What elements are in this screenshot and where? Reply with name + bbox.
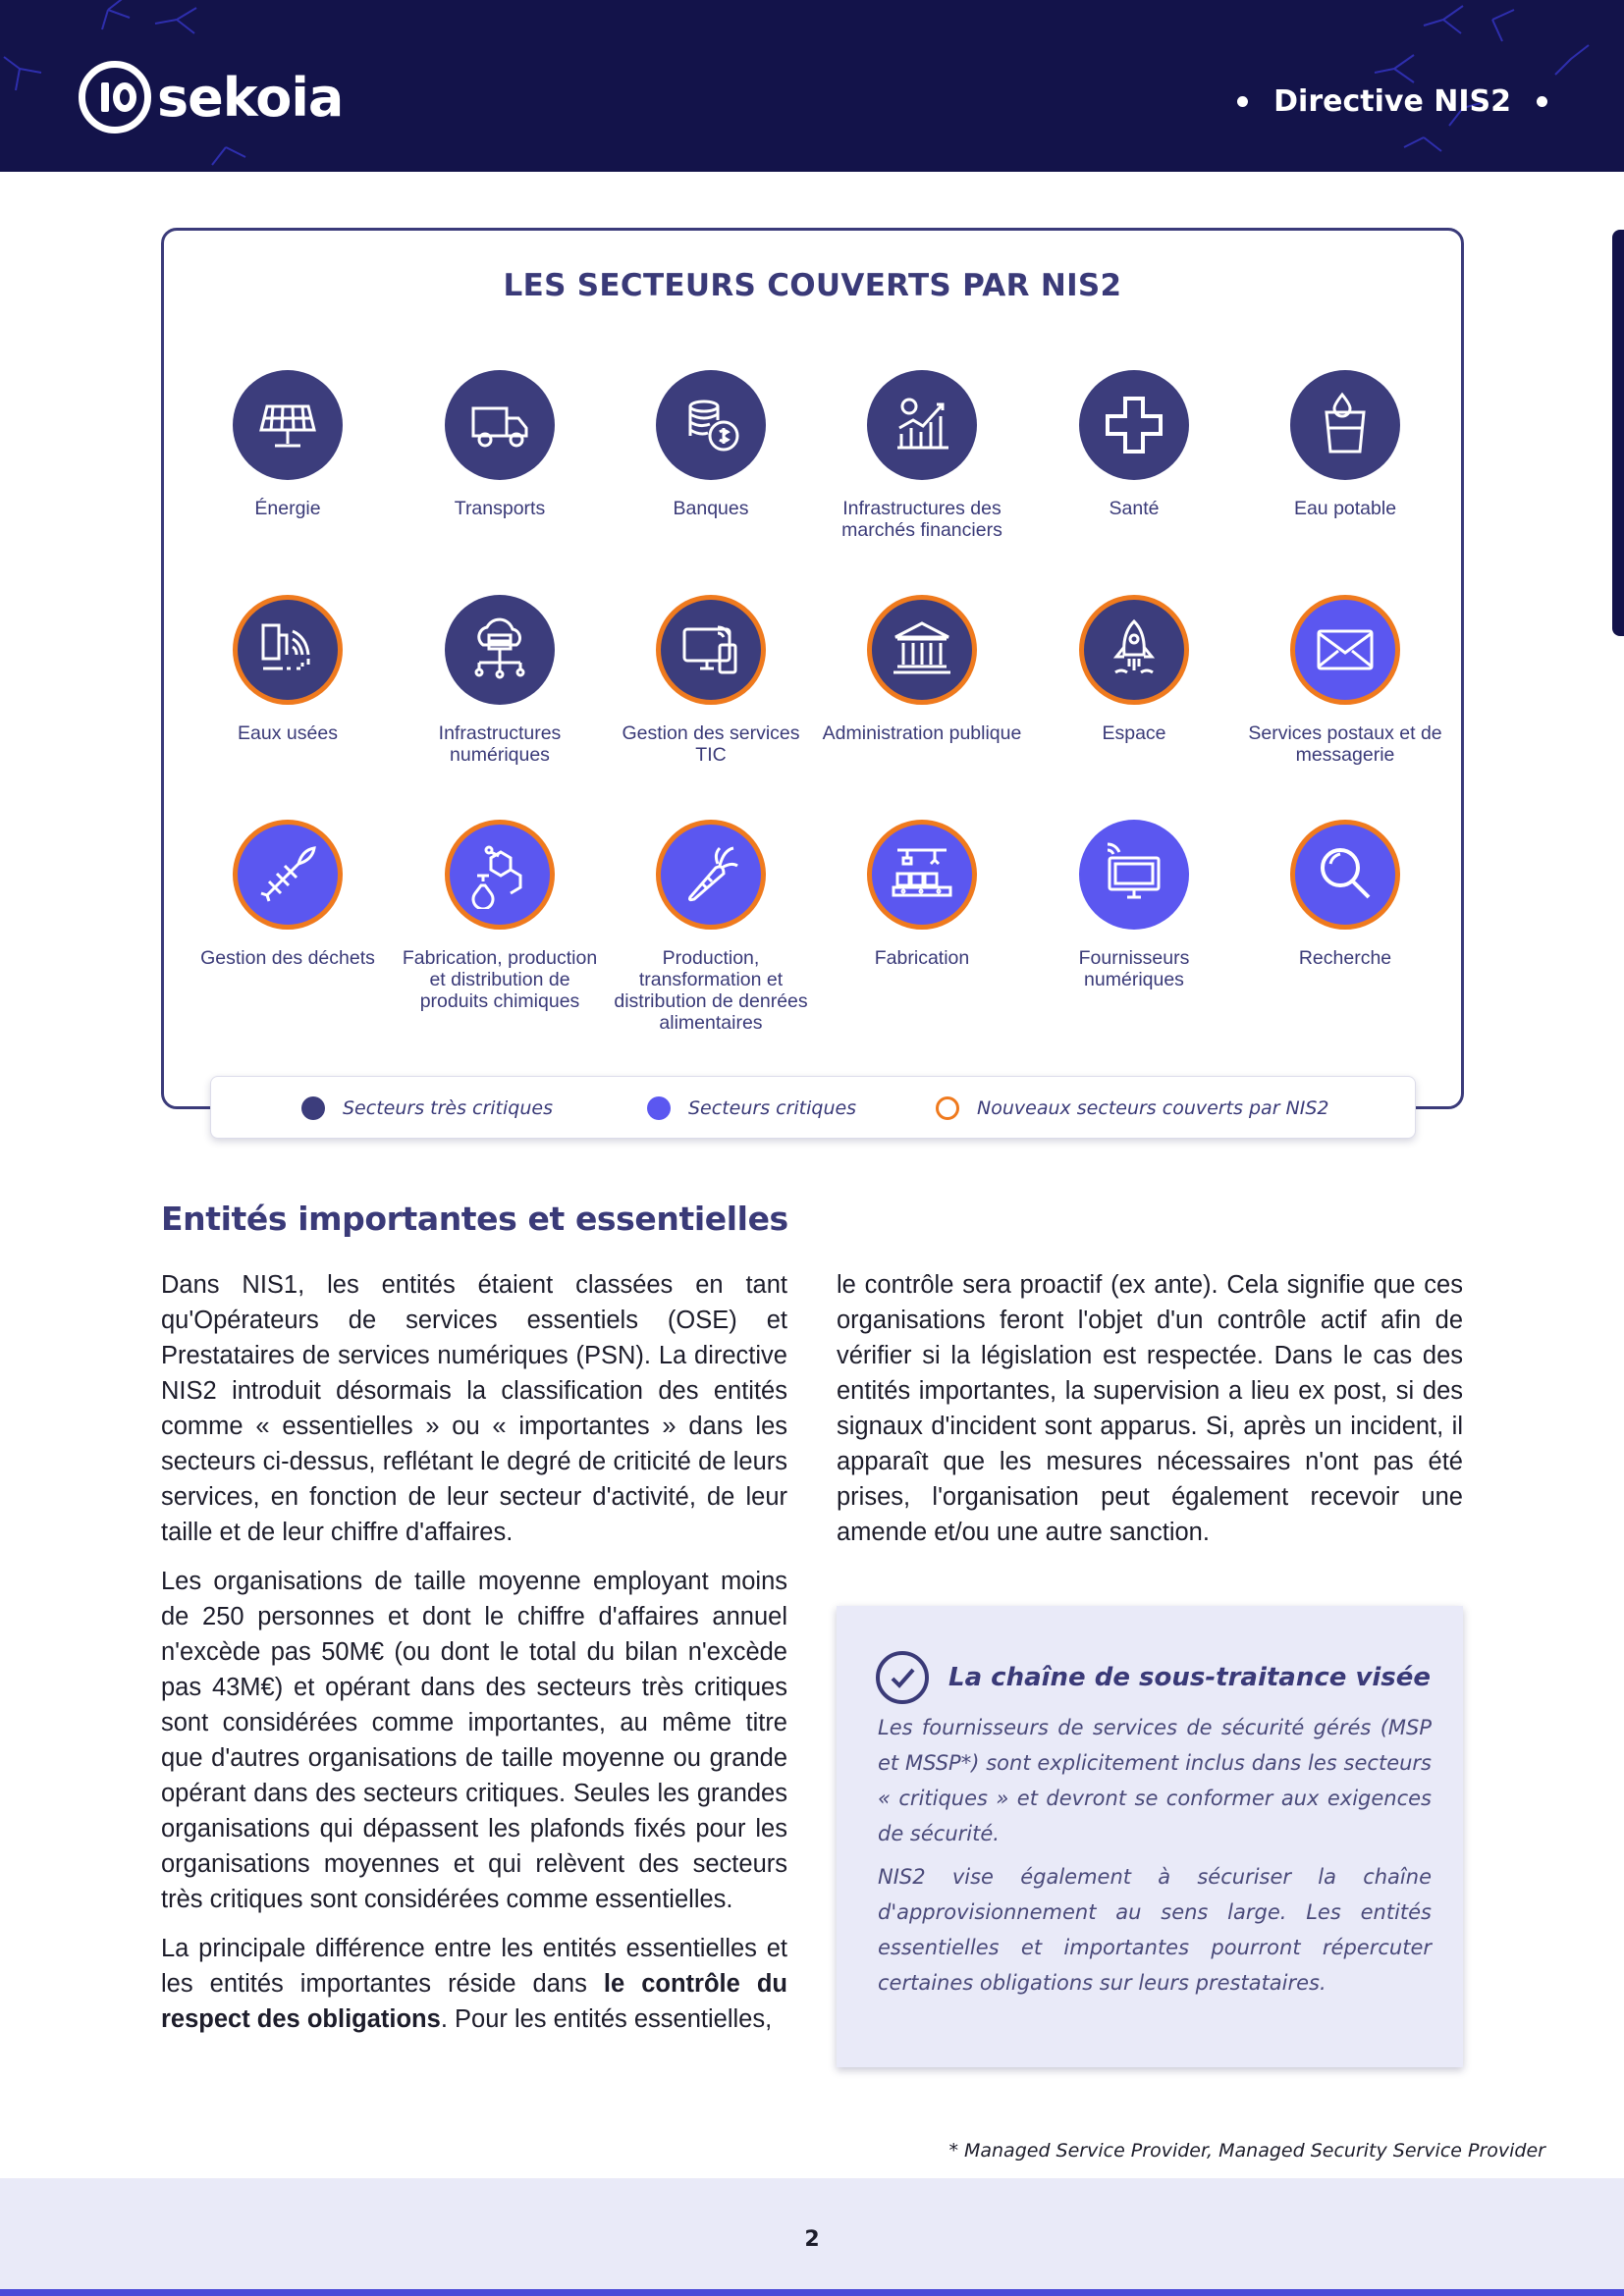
paragraph: [161, 1931, 787, 2037]
sector-label: Espace: [1102, 722, 1166, 744]
rocket-icon: [1100, 615, 1168, 684]
assembly-line-icon: [888, 840, 956, 909]
envelope-icon: [1311, 615, 1380, 684]
sector-banques: [608, 370, 814, 519]
bullet-icon: [1237, 96, 1248, 107]
sectors-title: LES SECTEURS COUVERTS PAR NIS2: [503, 268, 1122, 303]
sector-circle: [867, 370, 977, 480]
cloud-server-icon: [465, 615, 534, 684]
callout-header: [876, 1651, 1431, 1704]
legend-item-new-sectors: [936, 1096, 1329, 1120]
sector-label: Infrastructures numériques: [438, 722, 562, 766]
sector-infrastructures-marches-financiers: [819, 370, 1025, 541]
sector-eaux-usees: [185, 595, 391, 744]
sekoia-logo: [79, 61, 343, 133]
chemistry-icon: [465, 840, 534, 909]
paragraph: Les organisations de taille moyenne employant moins de 250 personnes et dont le chiffre d'affaires annuel n'excède pas 50M€ (ou dont le total du bilan n'excède pas 43M€) et opérant dans des secteurs très critiques sont considérées comme importantes, au même titre que d'autres organisations de taille moyenne ou grande opérant dans des secteurs critiques. Seules les grandes organisations qui dépassent les plafonds fixés pour les organisations moyennes et qui relèvent des secteurs très critiques sont considérées comme essentielles.: [161, 1568, 787, 1913]
legend-dot-icon: [647, 1096, 671, 1120]
legend-dot-icon: [301, 1096, 325, 1120]
paragraph: Dans NIS1, les entités étaient classées en tant qu'Opérateurs de services essentiels (OSE) et Prestataires de services numériques (PSN). La directive NIS2 introduit désormais la classification des entités comme « essentielles » ou « importantes » dans les secteurs ci-dessus, reflétant le degré de criticité de leurs services, en fonction de leur secteur d'activité, de leur taille et de leur chiffre d'affaires.: [161, 1271, 787, 1546]
document-title: [1237, 84, 1547, 119]
callout-paragraph: NIS2 vise également à sécuriser la chaîne d'approvisionnement au sens large. Les entités essentielles et importantes pourront répercuter certaines obligations sur leurs prestataires.: [878, 1865, 1432, 1995]
sector-circle: [445, 820, 555, 930]
sector-energie: [185, 370, 391, 519]
document-title-text: Directive NIS2: [1273, 84, 1511, 119]
logo-text: sekoia: [157, 66, 344, 129]
page-header: [0, 0, 1624, 172]
sectors-legend: [210, 1076, 1416, 1139]
section-heading: Entités importantes et essentielles: [161, 1200, 788, 1238]
sector-circle: [867, 595, 977, 705]
paragraph: le contrôle sera proactif (ex ante). Cela signifie que ces organisations feront l'objet d'un contrôle actif afin de vérifier si la législation est respectée. Dans le cas des entités importantes, la supervision a lieu ex post, si des signaux d'incident sont apparus. Si, après un incident, il apparaît que les mesures nécessaires n'ont pas été prises, l'organisation peut également recevoir une amende et/ou une autre sanction.: [837, 1271, 1463, 1546]
sector-circle: [445, 595, 555, 705]
sector-label: Énergie: [254, 498, 321, 519]
sector-label: Gestion des services TIC: [622, 722, 800, 766]
page-footer: [0, 2178, 1624, 2296]
sector-circle: [867, 820, 977, 930]
solar-panel-icon: [253, 391, 322, 459]
sector-eau-potable: [1242, 370, 1448, 519]
callout-title: La chaîne de sous-traitance visée: [948, 1663, 1432, 1692]
government-building-icon: [888, 615, 956, 684]
sector-label: Administration publique: [822, 722, 1022, 744]
sector-label: Fabrication, production et distribution de produits chimiques: [402, 947, 598, 1012]
bullet-icon: [1537, 96, 1547, 107]
legend-label: Nouveaux secteurs couverts par NIS2: [977, 1097, 1329, 1119]
fish-bone-icon: [253, 840, 322, 909]
sector-circle: [233, 820, 343, 930]
sector-circle: [1290, 370, 1400, 480]
wastewater-icon: [253, 615, 322, 684]
devices-icon: [677, 615, 745, 684]
sector-circle: [1079, 370, 1189, 480]
left-column: [161, 1267, 787, 2051]
sector-circle: [233, 370, 343, 480]
bar-chart-icon: [888, 391, 956, 459]
sector-label: Production, transformation et distribution de denrées alimentaires: [614, 947, 808, 1034]
footnote: * Managed Service Provider, Managed Security Service Provider: [948, 2140, 1545, 2162]
sector-label: Eaux usées: [238, 722, 338, 744]
legend-item-very-critical: [301, 1096, 553, 1120]
sector-circle: [1079, 595, 1189, 705]
sector-label: Transports: [454, 498, 546, 519]
sector-circle: [233, 595, 343, 705]
sector-sante: [1031, 370, 1237, 519]
carrot-icon: [677, 840, 745, 909]
sector-fournisseurs-numeriques: [1031, 820, 1237, 990]
sector-recherche: [1242, 820, 1448, 969]
paragraph-text: . Pour les entités essentielles,: [440, 2005, 773, 2033]
sectors-panel: [161, 228, 1464, 1109]
magnifier-icon: [1311, 840, 1380, 909]
sector-circle: [656, 370, 766, 480]
sector-circle: [1290, 595, 1400, 705]
sekoia-logo-mark-icon: [79, 61, 151, 133]
sector-circle: [1290, 820, 1400, 930]
sector-gestion-dechets: [185, 820, 391, 969]
sector-espace: [1031, 595, 1237, 744]
legend-label: Secteurs critiques: [688, 1097, 857, 1119]
sector-label: Santé: [1109, 498, 1160, 519]
legend-ring-icon: [936, 1096, 959, 1120]
sector-label: Services postaux et de messagerie: [1248, 722, 1442, 766]
sector-circle: [656, 595, 766, 705]
callout-body: [878, 1710, 1432, 2008]
sector-label: Fournisseurs numériques: [1078, 947, 1190, 990]
water-glass-icon: [1311, 391, 1380, 459]
paragraph-emphasis: le contrôle du respect des obligations: [161, 1970, 787, 2033]
sector-circle: [445, 370, 555, 480]
sector-services-postaux: [1242, 595, 1448, 766]
sector-produits-chimiques: [397, 820, 603, 1012]
sector-circle: [1079, 820, 1189, 930]
sector-label: Recherche: [1298, 947, 1392, 969]
coins-icon: [677, 391, 745, 459]
sector-label: Fabrication: [874, 947, 970, 969]
sector-infrastructures-numeriques: [397, 595, 603, 766]
sector-circle: [656, 820, 766, 930]
sector-label: Gestion des déchets: [200, 947, 375, 969]
sector-label: Banques: [673, 498, 749, 519]
sector-transports: [397, 370, 603, 519]
callout-box: [837, 1606, 1463, 2067]
page-number: 2: [804, 2227, 820, 2252]
legend-label: Secteurs très critiques: [343, 1097, 553, 1119]
monitor-icon: [1100, 840, 1168, 909]
sector-label: Infrastructures des marchés financiers: [841, 498, 1002, 541]
check-circle-icon: [876, 1651, 929, 1704]
side-tab-marker: [1612, 230, 1624, 636]
paragraph-text: La principale différence entre les entités essentielles et les entités importantes réside dans: [161, 1935, 787, 1998]
health-cross-icon: [1100, 391, 1168, 459]
sector-administration-publique: [819, 595, 1025, 744]
truck-icon: [465, 391, 534, 459]
sector-fabrication: [819, 820, 1025, 969]
sector-label: Eau potable: [1293, 498, 1397, 519]
callout-paragraph: Les fournisseurs de services de sécurité gérés (MSP et MSSP*) sont explicitement inclus dans les secteurs « critiques » et devront se conformer aux exigences de sécurité.: [878, 1716, 1432, 1845]
footer-accent-bar: [0, 2289, 1624, 2296]
legend-item-critical: [647, 1096, 856, 1120]
sector-gestion-services-tic: [608, 595, 814, 766]
sector-denrees-alimentaires: [608, 820, 814, 1034]
right-column: [837, 1267, 1463, 1564]
